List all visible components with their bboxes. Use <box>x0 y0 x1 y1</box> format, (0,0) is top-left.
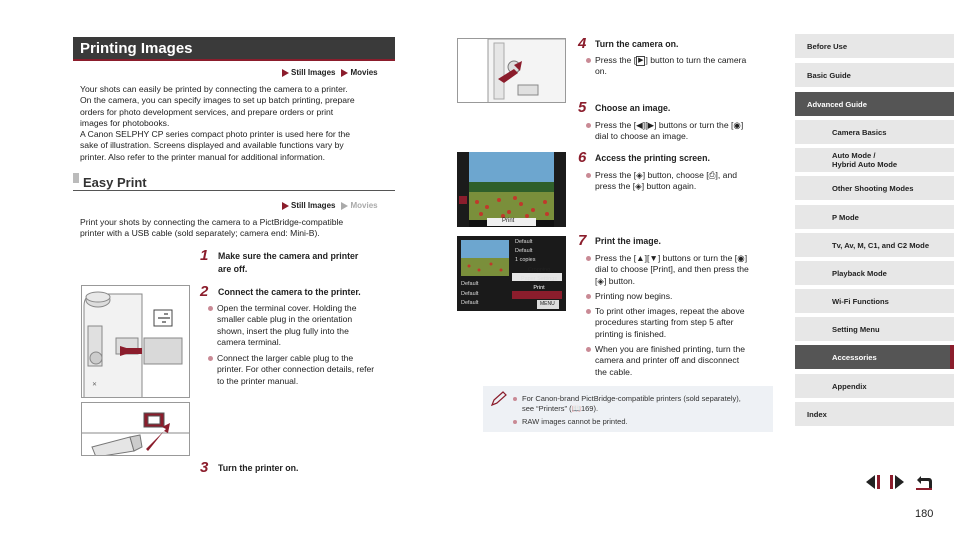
sidebar-item-label: Basic Guide <box>807 70 851 80</box>
sidebar-item-index[interactable] <box>795 402 954 426</box>
step-4-number: 4 <box>578 35 587 52</box>
bullet-line: dial to choose [Print], and then press the <box>595 264 749 275</box>
mode-tags-section <box>282 201 378 210</box>
bullet-line <box>595 253 776 264</box>
page-title: Printing Images <box>80 40 193 57</box>
print-icon: ⎙ <box>708 170 716 180</box>
step-2-number: 2 <box>200 283 209 300</box>
sidebar-item-p-mode[interactable] <box>795 205 954 229</box>
bullet-line: shown, insert the plug fully into the <box>217 325 349 336</box>
sidebar-item-accessories[interactable] <box>795 345 954 369</box>
section-intro-line: Print your shots by connecting the camera to a PictBridge-compatible <box>80 217 344 227</box>
return-button[interactable] <box>912 471 936 493</box>
bullet-line: camera terminal. <box>217 336 281 347</box>
movies-tag-disabled <box>341 201 377 210</box>
text: ] buttons or turn the [ <box>657 253 738 263</box>
step-3-number: 3 <box>200 459 209 476</box>
bullet-line: procedures starting from step 5 after <box>595 317 734 328</box>
sidebar-item-advanced-guide[interactable] <box>795 92 954 116</box>
text: ] button again. <box>641 181 697 192</box>
camera-power-illustration <box>457 38 566 103</box>
sidebar-item-label: Playback Mode <box>832 268 887 278</box>
screen-left-list <box>461 280 478 309</box>
step-6-bullet <box>586 170 776 193</box>
bullet-line: the cable. <box>595 366 633 377</box>
triangle-icon <box>282 69 289 77</box>
text: 169). <box>580 404 599 413</box>
intro-line: On the camera, you can specify images to set up batch printing, prepare <box>80 95 355 106</box>
text: [ <box>595 275 598 286</box>
bullet-line: on. <box>595 66 607 77</box>
sidebar-item-wifi-functions[interactable] <box>795 289 954 313</box>
next-page-button[interactable] <box>886 471 910 493</box>
step-7-bullet-1 <box>586 253 776 287</box>
intro-line: printer. Also refer to the printer manual for additional information. <box>80 151 326 162</box>
up-arrow-icon: ▲ <box>636 253 645 263</box>
bullet-line <box>595 120 776 131</box>
menu-item-print[interactable]: Print <box>533 285 545 292</box>
bullet-line: printing is finished. <box>595 328 667 339</box>
intro-text <box>80 84 355 163</box>
intro-line: orders for photo development services, and prepare orders or print <box>80 106 334 117</box>
sidebar-item-other-shooting-modes[interactable] <box>795 176 954 200</box>
screen-item: Default <box>461 300 479 306</box>
dial-icon: ◉ <box>733 120 741 130</box>
still-images-label: Still Images <box>291 201 336 210</box>
page-title-bar <box>73 37 395 61</box>
note-2: RAW images cannot be printed. <box>513 417 768 427</box>
bullet-line: dial to choose an image. <box>595 131 689 142</box>
sidebar-item-label: Auto Mode / <box>832 151 876 160</box>
step-4-bullet <box>586 55 776 78</box>
sidebar-item-tv-av-m-mode[interactable] <box>795 233 954 257</box>
print-screen-illustration <box>457 152 566 227</box>
menu-item[interactable]: Default <box>515 239 533 245</box>
func-set-icon: ◈ <box>636 170 643 180</box>
sidebar-item-basic-guide[interactable] <box>795 63 954 87</box>
menu-item-paper-settings[interactable]: Paper Settings <box>520 275 558 282</box>
section-intro-line: printer with a USB cable (sold separately; camera end: Mini-B). <box>80 228 320 239</box>
sidebar-item-label: Accessories <box>832 352 877 362</box>
text: Press the [ <box>595 55 637 65</box>
step-2-title: Connect the camera to the printer. <box>218 287 361 297</box>
print-label: Print <box>502 218 515 224</box>
return-icon <box>913 472 935 492</box>
bullet-line: Connect the larger cable plug to the <box>217 353 354 363</box>
step-6-number: 6 <box>578 149 587 166</box>
mode-tags-top <box>282 68 378 77</box>
text: see “Printers” ( <box>522 404 572 413</box>
intro-line: images for photobooks. <box>80 117 170 128</box>
bullet-line <box>595 276 776 287</box>
step-1-number: 1 <box>200 247 209 264</box>
text: ] buttons or turn the [ <box>654 120 734 130</box>
step-2-bullet-2 <box>208 353 398 387</box>
text: Press the [ <box>595 170 637 180</box>
intro-line: sake of illustration. Screens displayed and available functions vary by <box>80 140 344 151</box>
svg-text:✕: ✕ <box>92 382 98 388</box>
sidebar-item-label: Camera Basics <box>832 127 887 137</box>
step-3-title: Turn the printer on. <box>218 463 299 473</box>
sidebar-item-label: Advanced Guide <box>807 99 867 109</box>
book-icon: 📖 <box>571 404 581 413</box>
text: ] <box>744 253 748 263</box>
right-arrow-icon: ▶ <box>647 120 655 130</box>
step-4-title: Turn the camera on. <box>595 39 679 49</box>
movies-tag <box>341 68 377 77</box>
camera-illustration <box>82 286 190 398</box>
step-1-title <box>218 250 358 275</box>
text: Press the [ <box>595 253 637 263</box>
step-7-title: Print the image. <box>595 236 661 246</box>
func-set-icon: ◈ <box>597 275 604 286</box>
sidebar-item-auto-mode[interactable] <box>795 148 954 172</box>
screen-item: Default <box>461 290 479 297</box>
screen-menu <box>515 238 563 293</box>
sidebar-item-label: Wi-Fi Functions <box>832 296 889 306</box>
still-images-tag <box>282 201 335 210</box>
triangle-icon <box>341 202 348 210</box>
screen-item: Default <box>461 281 479 287</box>
triangle-icon <box>282 202 289 210</box>
sidebar-item-label: Index <box>807 409 827 419</box>
down-arrow-icon: ▼ <box>649 253 658 263</box>
sidebar-item-setting-menu[interactable] <box>795 317 954 341</box>
still-images-tag <box>282 68 335 77</box>
bullet-line: smaller cable plug in the orientation <box>217 314 353 325</box>
camera-terminal-illustration <box>81 285 190 398</box>
sidebar-item-label: P Mode <box>832 212 859 222</box>
previous-page-icon <box>861 472 883 492</box>
step-title-line: are off. <box>218 263 248 274</box>
movies-label: Movies <box>350 201 378 210</box>
menu-item[interactable]: Default <box>515 248 533 255</box>
text: ] button. <box>604 275 636 286</box>
section-title: Easy Print <box>83 175 147 190</box>
printer-plug-illustration <box>81 402 190 456</box>
sidebar-item-before-use[interactable] <box>795 34 954 58</box>
note-box <box>483 386 773 432</box>
menu-item-cropping[interactable]: Cropping <box>527 266 551 273</box>
bullet-line: to the printer manual. <box>217 375 299 386</box>
sidebar-item-label: Before Use <box>807 41 848 51</box>
note-line: For Canon-brand PictBridge-compatible printers (sold separately), <box>522 394 741 403</box>
sidebar-item-playback-mode[interactable] <box>795 261 954 285</box>
triangle-icon <box>341 69 348 77</box>
step-6-title: Access the printing screen. <box>595 153 710 163</box>
step-7-number: 7 <box>578 232 587 249</box>
sidebar-item-label: Other Shooting Modes <box>832 183 914 193</box>
section-intro-text <box>80 217 343 240</box>
bullet-line <box>595 55 776 66</box>
playback-button-icon: ▶ <box>638 56 644 64</box>
intro-line: A Canon SELPHY CP series compact photo printer is used here for the <box>80 129 351 140</box>
bullet-line <box>595 181 776 192</box>
bullet-line <box>595 170 776 181</box>
bullet-line: camera and printer off and disconnect <box>595 355 740 366</box>
step-7-bullet-3 <box>586 306 776 340</box>
still-images-label: Still Images <box>291 68 336 77</box>
text: ] <box>740 120 744 130</box>
text: ][ <box>644 253 650 263</box>
next-page-icon <box>887 472 909 492</box>
text: ][ <box>642 120 648 130</box>
pencil-icon <box>489 390 509 408</box>
movies-label: Movies <box>350 68 378 77</box>
section-marker <box>73 173 79 183</box>
text: press the [ <box>595 181 636 192</box>
step-2-bullet-1 <box>208 303 398 348</box>
step-title-line: Make sure the camera and printer <box>218 251 359 261</box>
text: ] button, choose [ <box>642 170 709 180</box>
sidebar-item-label: Setting Menu <box>832 324 880 334</box>
section-heading <box>73 173 395 191</box>
step-5-title: Choose an image. <box>595 103 671 113</box>
printer-illustration <box>82 403 190 456</box>
landscape-photo <box>457 152 566 227</box>
print-settings-screen <box>457 236 566 311</box>
sidebar-item-camera-basics[interactable] <box>795 120 954 144</box>
text: ] button to turn the camera <box>645 55 747 65</box>
text: ], and <box>715 170 738 180</box>
previous-page-button[interactable] <box>860 471 884 493</box>
bullet-line: Open the terminal cover. Holding the <box>217 303 357 313</box>
sidebar-item-label: Hybrid Auto Mode <box>832 160 898 169</box>
step-5-number: 5 <box>578 99 587 116</box>
sidebar-item-appendix[interactable] <box>795 374 954 398</box>
step-5-bullet <box>586 120 776 143</box>
sidebar-item-label: Tv, Av, M, C1, and C2 Mode <box>832 240 930 250</box>
left-arrow-icon: ◀ <box>636 120 643 130</box>
func-set-icon: ◈ <box>635 181 642 192</box>
sidebar-item-label: Appendix <box>832 381 867 391</box>
note-line <box>522 404 768 414</box>
dial-icon: ◉ <box>737 253 745 263</box>
bullet-line: printer. For other connection details, refer <box>217 364 375 375</box>
intro-line: Your shots can easily be printed by connecting the camera to a printer. <box>80 84 348 94</box>
page-number: 180 <box>915 508 934 520</box>
menu-button-label: MENU <box>540 301 555 307</box>
text: Press the [ <box>595 120 637 130</box>
camera-back-illustration <box>458 39 566 103</box>
bullet-line: When you are finished printing, turn the <box>595 344 746 354</box>
step-7-bullet-4 <box>586 344 776 378</box>
step-7-bullet-2: Printing now begins. <box>586 291 776 302</box>
note-1 <box>513 394 768 414</box>
bullet-line: To print other images, repeat the above <box>595 306 745 316</box>
menu-item[interactable]: 1 copies <box>515 257 536 264</box>
